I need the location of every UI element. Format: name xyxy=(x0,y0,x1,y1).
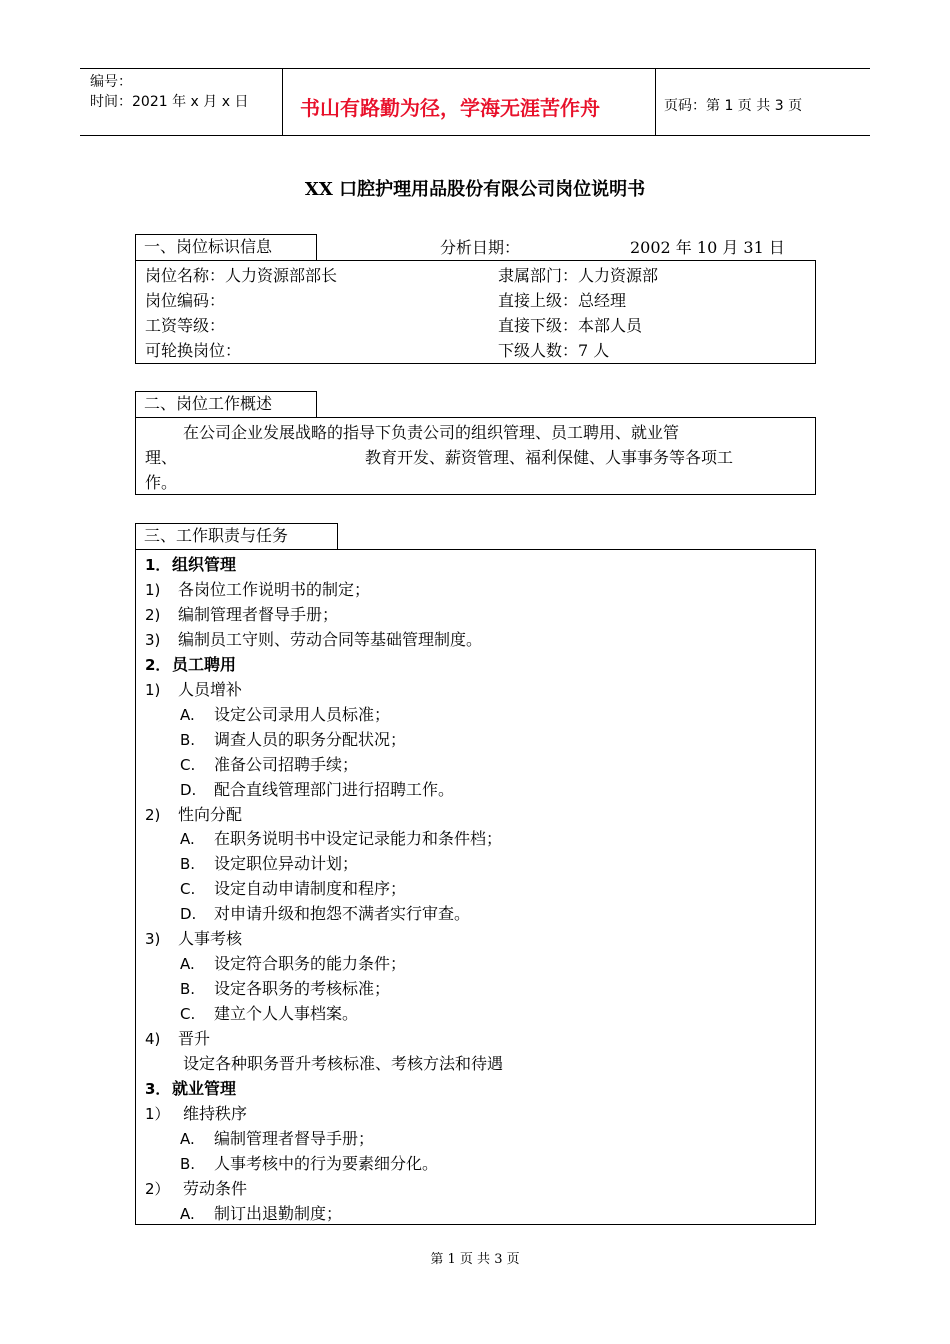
duty-text: 就业管理 xyxy=(172,1078,237,1098)
duty-text: 建立个人人事档案。 xyxy=(214,1004,359,1024)
duty-number: D. xyxy=(180,905,197,924)
duty-number: 1） xyxy=(145,1104,170,1123)
duty-text: 调查人员的职务分配状况； xyxy=(214,729,407,749)
field-department: 隶属部门：人力资源部 xyxy=(498,266,659,285)
section3-heading: 三、工作职责与任务 xyxy=(135,523,338,550)
duty-number: 2） xyxy=(145,1179,170,1198)
duty-text: 组织管理 xyxy=(172,555,237,574)
duty-text: 制订出退勤制度； xyxy=(214,1203,343,1223)
duty-number: 2) xyxy=(145,605,161,624)
duty-number: 3) xyxy=(145,930,161,949)
duty-number: C. xyxy=(180,1005,196,1024)
duty-text: 设定符合职务的能力条件； xyxy=(214,954,407,974)
duty-text: 编制管理者督导手册； xyxy=(178,604,339,624)
duty-text: 维持秩序 xyxy=(183,1103,248,1123)
header-divider-left xyxy=(282,68,283,136)
duty-number: 1． xyxy=(145,556,171,574)
overview-line-2b: 教育开发、薪资管理、福利保健、人事事务等各项工 xyxy=(365,448,734,467)
header-divider-right xyxy=(655,68,656,136)
header-page-number: 页码：第 1 页 共 3 页 xyxy=(664,98,803,114)
field-salary-grade: 工资等级： xyxy=(145,316,226,335)
duty-number: C. xyxy=(180,880,196,899)
duty-text: 劳动条件 xyxy=(183,1178,248,1198)
duty-text: 设定职位异动计划； xyxy=(214,854,359,874)
duty-text: 各岗位工作说明书的制定； xyxy=(178,579,371,599)
duty-number: 3． xyxy=(145,1079,171,1098)
duty-number: 3) xyxy=(145,630,161,649)
duty-number: B. xyxy=(180,1154,196,1173)
duty-number: 1) xyxy=(145,580,161,599)
duty-text: 设定各职务的考核标准； xyxy=(214,979,391,999)
field-direct-subordinate: 直接下级：本部人员 xyxy=(498,316,643,335)
header-time: 时间：2021 年 x 月 x 日 xyxy=(90,94,249,110)
duty-number: A. xyxy=(180,955,195,974)
overview-line-3: 作。 xyxy=(145,473,178,492)
duty-number: B. xyxy=(180,855,196,874)
duty-text: 晋升 xyxy=(178,1029,211,1049)
duty-text: 对申请升级和抱怨不满者实行审查。 xyxy=(214,904,471,924)
duty-number: A. xyxy=(180,705,195,724)
header-top-rule xyxy=(80,68,870,69)
overview-line-1: 在公司企业发展战略的指导下负责公司的组织管理、员工聘用、就业管 xyxy=(183,423,680,442)
duty-text: 在职务说明书中设定记录能力和条件档； xyxy=(214,829,503,849)
duty-text: 设定自动申请制度和程序； xyxy=(214,879,407,899)
header-bottom-rule xyxy=(80,135,870,136)
duty-number: A. xyxy=(180,830,195,849)
analysis-date-value: 2002 年 10 月 31 日 xyxy=(630,238,785,257)
section2-heading: 二、岗位工作概述 xyxy=(135,391,317,418)
field-direct-superior: 直接上级：总经理 xyxy=(498,291,627,310)
duty-text: 设定公司录用人员标准； xyxy=(214,704,391,724)
duty-number: 4) xyxy=(145,1030,161,1049)
section1-heading: 一、岗位标识信息 xyxy=(135,234,317,261)
header-motto: 书山有路勤为径，学海无涯苦作舟 xyxy=(300,96,600,120)
duty-text: 人员增补 xyxy=(178,679,243,699)
duty-text: 员工聘用 xyxy=(172,654,237,674)
duty-text: 设定各种职务晋升考核标准、考核方法和待遇 xyxy=(183,1054,504,1073)
duty-text: 性向分配 xyxy=(178,804,243,824)
analysis-date-label: 分析日期： xyxy=(440,238,521,257)
duty-number: D. xyxy=(180,780,197,799)
duty-text: 人事考核 xyxy=(178,929,243,949)
field-position-name: 岗位名称：人力资源部部长 xyxy=(145,266,338,285)
duty-number: B. xyxy=(180,980,196,999)
field-subordinate-count: 下级人数：7 人 xyxy=(498,341,610,360)
overview-line-2a: 理、 xyxy=(145,448,178,467)
duty-text: 准备公司招聘手续； xyxy=(214,754,359,774)
page-footer: 第 1 页 共 3 页 xyxy=(430,1252,520,1267)
duty-number: 2) xyxy=(145,805,161,824)
duty-number: A. xyxy=(180,1204,195,1223)
duty-number: 2． xyxy=(145,655,171,674)
duty-number: A. xyxy=(180,1129,195,1148)
duty-number: C. xyxy=(180,755,196,774)
field-position-code: 岗位编码： xyxy=(145,291,226,310)
duty-number: B. xyxy=(180,730,196,749)
duty-text: 编制员工守则、劳动合同等基础管理制度。 xyxy=(178,629,483,649)
duty-text: 人事考核中的行为要素细分化。 xyxy=(214,1153,439,1173)
document-title: XX 口腔护理用品股份有限公司岗位说明书 xyxy=(304,179,646,200)
duty-number: 1) xyxy=(145,680,161,699)
header-code: 编号： xyxy=(90,74,132,90)
field-rotatable-position: 可轮换岗位： xyxy=(145,341,242,360)
duty-text: 编制管理者督导手册； xyxy=(214,1128,375,1148)
duty-text: 配合直线管理部门进行招聘工作。 xyxy=(214,779,455,799)
